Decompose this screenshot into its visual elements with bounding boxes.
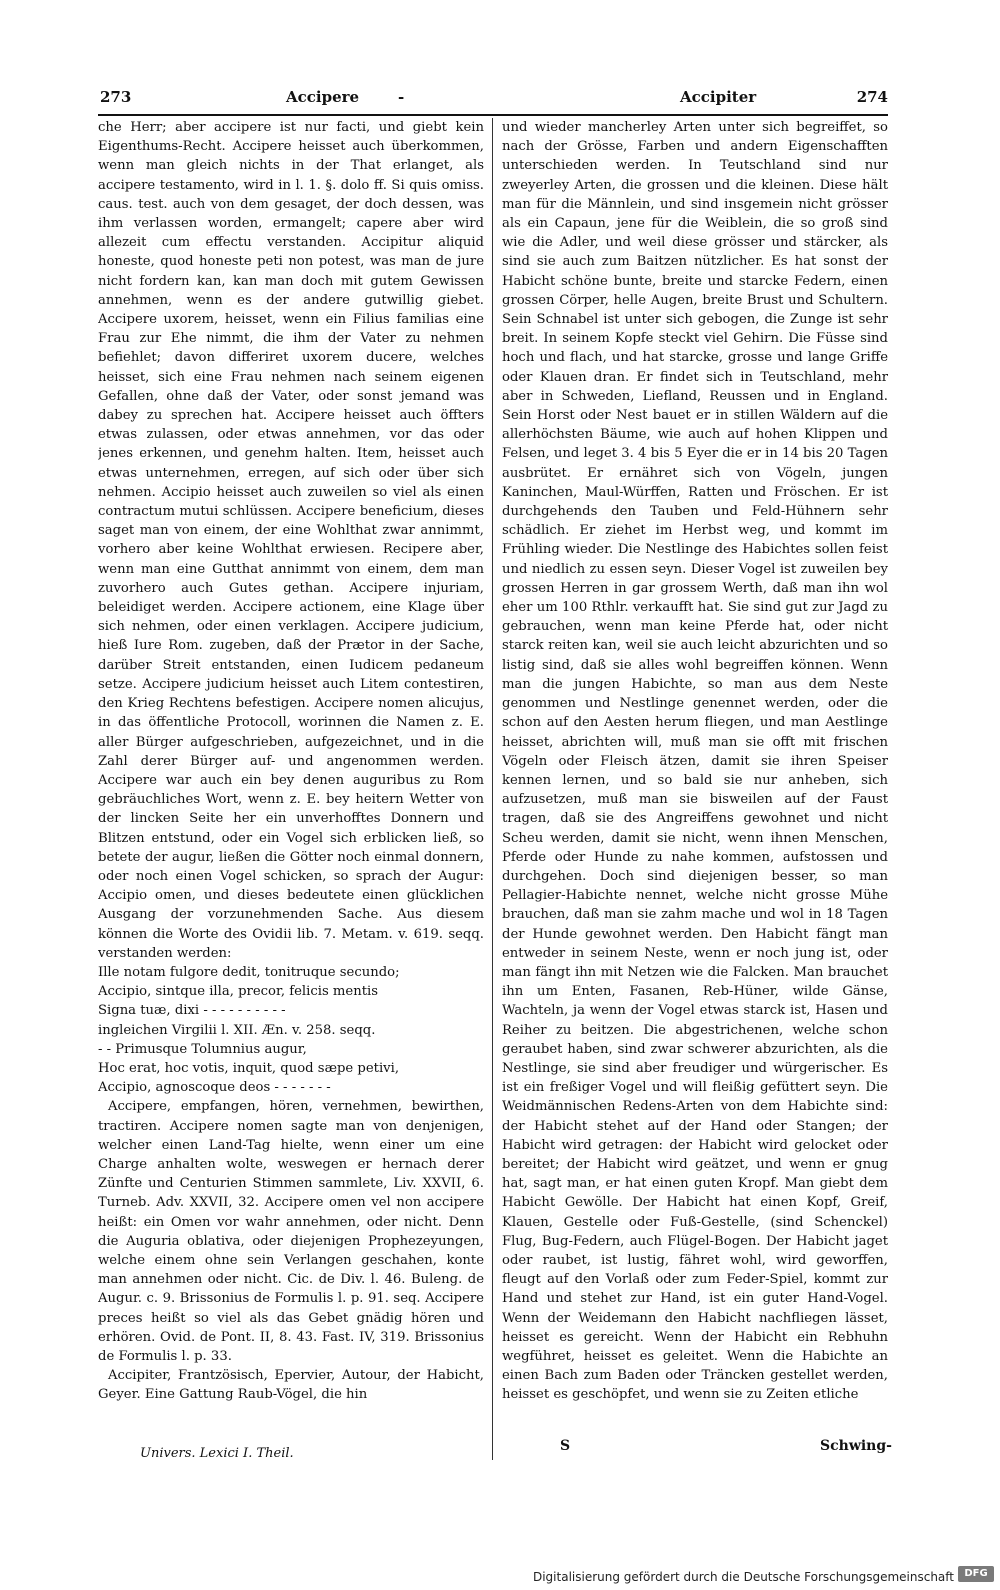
left-paragraph: Accipere, empfangen, hören, vernehmen, bewirthen, tractiren. Accipere nomen sagte man von denjenigen, welcher einen Land-Tag hielte, wenn einer um eine Charge anhalten wolte, weswegen er hernach derer Zünfte und Centurien Stimmen sammlete, Liv. XXVII, 6. Turneb. Adv. XXVII, 32. Accipere omen vel non accipere heißt: ein Omen vor wahr annehmen, oder nicht. Denn die Auguria oblativa, oder diejenigen Prophezeyungen, welche einem ohne sein Verlangen geschahen, konte man annehmen oder nicht. Cic. de Div. l. 46. Buleng. de Augur. c. 9. Brissonius de Formulis l. p. 91. seq. Accipere preces heißt so viel als das Gebet gnädig hören und erhören. Ovid. de Pont. II, 8. 43. Fast. IV, 319. Brissonius de Formulis l. p. 33. — [98, 1099, 484, 1364]
volume-footer: Univers. Lexici I. Theil. — [140, 1446, 294, 1461]
header-word-left: Accipere — [286, 88, 360, 106]
signature-mark: S — [560, 1438, 571, 1454]
page-number-right: 274 — [856, 88, 888, 106]
page-number-left: 273 — [100, 88, 132, 106]
catchword: Schwing- — [820, 1438, 892, 1454]
header-word-right: Accipiter — [680, 88, 757, 106]
verse-line: Accipio, agnoscoque deos - - - - - - - — [98, 1080, 331, 1096]
dfg-logo-icon: DFG — [958, 1566, 994, 1582]
verse-line: Hoc erat, hoc votis, inquit, quod sæpe petivi, — [98, 1060, 400, 1076]
digitization-note: Digitalisierung gefördert durch die Deutsche Forschungsgemeinschaft — [532, 1570, 954, 1584]
left-column — [98, 118, 484, 1478]
running-header — [98, 88, 888, 116]
right-column — [502, 118, 888, 1478]
left-mid-line: ingleichen Virgilii l. XII. Æn. v. 258. seqq. — [98, 1022, 376, 1038]
column-divider — [492, 118, 493, 1460]
right-paragraph: und wieder mancherley Arten unter sich begreiffet, so nach der Grösse, Farben und andern Eigenschafften unterschieden werden. In Teutschland sind nur zweyerley Arten, die grossen und die kleinen. Diese hält man für die Männlein, und sind insgemein nicht grösser als ein Capaun, jene für die Weiblein, die so groß sind wie die Adler, und weil diese grösser und stärcker, als sind sie auch zum Baitzen nützlicher. Es hat sonst der Habicht schöne bunte, breite und starcke Federn, einen grossen Cörper, helle Augen, breite Brust und Schultern. Sein Schnabel ist unter sich gebogen, die Zunge ist sehr breit. In seinem Kopfe steckt viel Gehirn. Die Füsse sind hoch und flach, und hat starcke, grosse und lange Griffe oder Klauen dran. Er findet sich in Teutschland, mehr aber in Schweden, Liefland, Reussen und in England. Sein Horst oder Nest bauet er in stillen Wäldern auf die allerhöchsten Bäume, wie auch auf hohen Klippen und Felsen, und leget 3. 4 bis 5 Eyer die er in 14 bis 20 Tagen ausbrütet. Er ernähret sich von Vögeln, jungen Kaninchen, Maul-Würffen, Ratten und Fröschen. Er ist durchgehends den Tauben und Feld-Hühnern sehr schädlich. Er ziehet im Herbst weg, und kommt im Frühling wieder. Die Nestlinge des Habichtes sollen feist und niedlich zu essen seyn. Dieser Vogel ist zuweilen bey grossen Herren in gar grossem Werth, daß man ihn wol eher um 100 Rthlr. verkaufft hat. Sie sind gut zur Jagd zu gebrauchen, wenn man keine Pferde hat, oder nicht starck reiten kan, weil sie auch leicht abzurichten und so listig sind, daß sie alles wohl begreiffen können. Wenn man die jungen Habichte, so man aus dem Neste genommen und Nestlinge genennet werden, oder die schon auf den Aesten herum fliegen, und man Aestlinge heisset, abrichten will, muß man sie offt mit frischen Vögeln oder Fleisch ätzen, damit sie ihren Speiser kennen lernen, und so bald sie nur anheben, sich aufzusetzen, muß man sie bisweilen auf der Faust tragen, daß sie des Angreiffens gewohnet und nicht Scheu werden, damit sie nicht, wenn ihnen Menschen, Pferde oder Hunde zu nahe kommen, aufstossen und durchgehen. Doch sind diejenigen besser, so man Pellagier-Habichte nennet, welche nicht grosse Mühe brauchen, daß man sie zahm mache und wol in 18 Tagen der Hunde gewohnet werden. Den Habicht fängt man entweder in seinem Neste, wenn er noch jung ist, oder man fängt ihn mit Netzen wie die Falcken. Man brauchet ihn um Enten, Fasanen, Reb-Hüner, wilde Gänse, Wachteln, ja wenn der Vogel etwas starck ist, Hasen und Reiher zu beitzen. Die abgestrichenen, welche schon geraubet haben, sind zwar schwerer abzurichten, als die Nestlinge, sie sind aber freudiger und würgerischer. Es ist ein freßiger Vogel und will fleißig gefüttert seyn. Die Weidmännischen Redens-Arten von dem Habichte sind: der Habicht stehet auf der Hand oder Stangen; der Habicht wird getragen: der Habicht wird gelocket oder bereitet; der Habicht wird geätzet, und wenn er gnug hat, sagt man, er hat einen guten Kropf. Man giebt dem Habicht Gewölle. Der Habicht hat einen Kopf, Greif, Klauen, Gestelle oder Fuß-Gestelle, (sind Schenckel) Flug, Bug-Federn, auch Flügel-Bogen. Der Habicht jaget oder raubet, ist lustig, fähret wohl, wird geworffen, fleugt auf den Vorlaß oder zum Feder-Spiel, kommt zur Hand und stehet zur Hand, ist ein guter Hand-Vogel. Wenn der Weidemann den Habicht nachfliegen lässet, heisset es gereicht. Wenn der Habicht ein Rebhuhn wegführet, heisset es geleitet. Wenn die Habichte an einen Bach zum Baden oder Träncken gestellet werden, heisset es geschöpfet, und wenn sie zu Zeiten etliche — [502, 120, 888, 1403]
verse-line: Accipio, sintque illa, precor, felicis mentis — [98, 984, 378, 1000]
left-paragraph: Accipiter, Frantzösisch, Epervier, Autour, der Habicht, Geyer. Eine Gattung Raub-Vögel, die hin — [98, 1368, 484, 1403]
verse-line: Signa tuæ, dixi - - - - - - - - - - — [98, 1003, 286, 1019]
header-dash: - — [398, 88, 405, 106]
verse-line: Ille notam fulgore dedit, tonitruque secundo; — [98, 964, 400, 980]
verse-line: - - Primusque Tolumnius augur, — [98, 1041, 307, 1057]
left-paragraph: che Herr; aber accipere ist nur facti, und giebt kein Eigenthums-Recht. Accipere heisset auch überkommen, wenn man gleich nichts in der That erlanget, als accipere testamento, wird in l. 1. §. dolo ff. Si quis omiss. caus. test. auch von dem gesaget, der doch dessen, was ihm verlassen worden, ermangelt; capere aber wird allezeit cum effectu verstanden. Accipitur aliquid honeste, quod honeste peti non potest, was man de jure nicht fordern kan, kan man doch mit gutem Gewissen annehmen, wenn es der andere gutwillig giebet. Accipere uxorem, heisset, wenn ein Filius familias eine Frau zur Ehe nimmt, die ihm der Vater zu nehmen befiehlet; davon differiret uxorem ducere, welches heisset, sich eine Frau nehmen nach seinem eigenen Gefallen, ohne daß der Vater, oder sonst jemand was dabey zu sprechen hat. Accipere heisset auch öffters etwas zulassen, oder etwas annehmen, vor das oder jenes erkennen, und genehm halten. Item, heisset auch etwas unternehmen, erregen, auf sich oder über sich nehmen. Accipio heisset auch zuweilen so viel als einen contractum mutui schlüssen. Accipere beneficium, dieses saget man von einem, der eine Wohlthat zwar annimmt, vorhero aber keine Wohlthat erwiesen. Recipere aber, wenn man eine Gutthat annimmt von einem, dem man zuvorhero auch Gutes gethan. Accipere injuriam, beleidiget werden. Accipere actionem, eine Klage über sich nehmen, oder einen verklagen. Accipere judicium, hieß Iure Rom. zugeben, daß der Prætor in der Sache, darüber Streit entstanden, einen Iudicem pedaneum setze. Accipere judicium heisset auch Litem contestiren, den Krieg Rechtens befestigen. Accipere nomen alicujus, in das öffentliche Protocoll, worinnen die Namen z. E. aller Bürger aufgeschrieben, aufgezeichnet, und in die Zahl derer Bürger auf- und angenommen werden. Accipere war auch ein bey denen auguribus zu Rom gebräuchliches Wort, wenn z. E. bey heitern Wetter von der lincken Seite her ein unverhofftes Donnern und Blitzen entstund, oder ein Vogel sich erblicken ließ, so betete der augur, ließen die Götter noch einmal donnern, oder noch einen Vogel schicken, so sprach der Augur: Accipio omen, und dieses bedeutete einen glücklichen Ausgang der vorzunehmenden Sache. Aus diesem können die Worte des Ovidii lib. 7. Metam. v. 619. seqq. verstanden werden: — [98, 120, 484, 961]
